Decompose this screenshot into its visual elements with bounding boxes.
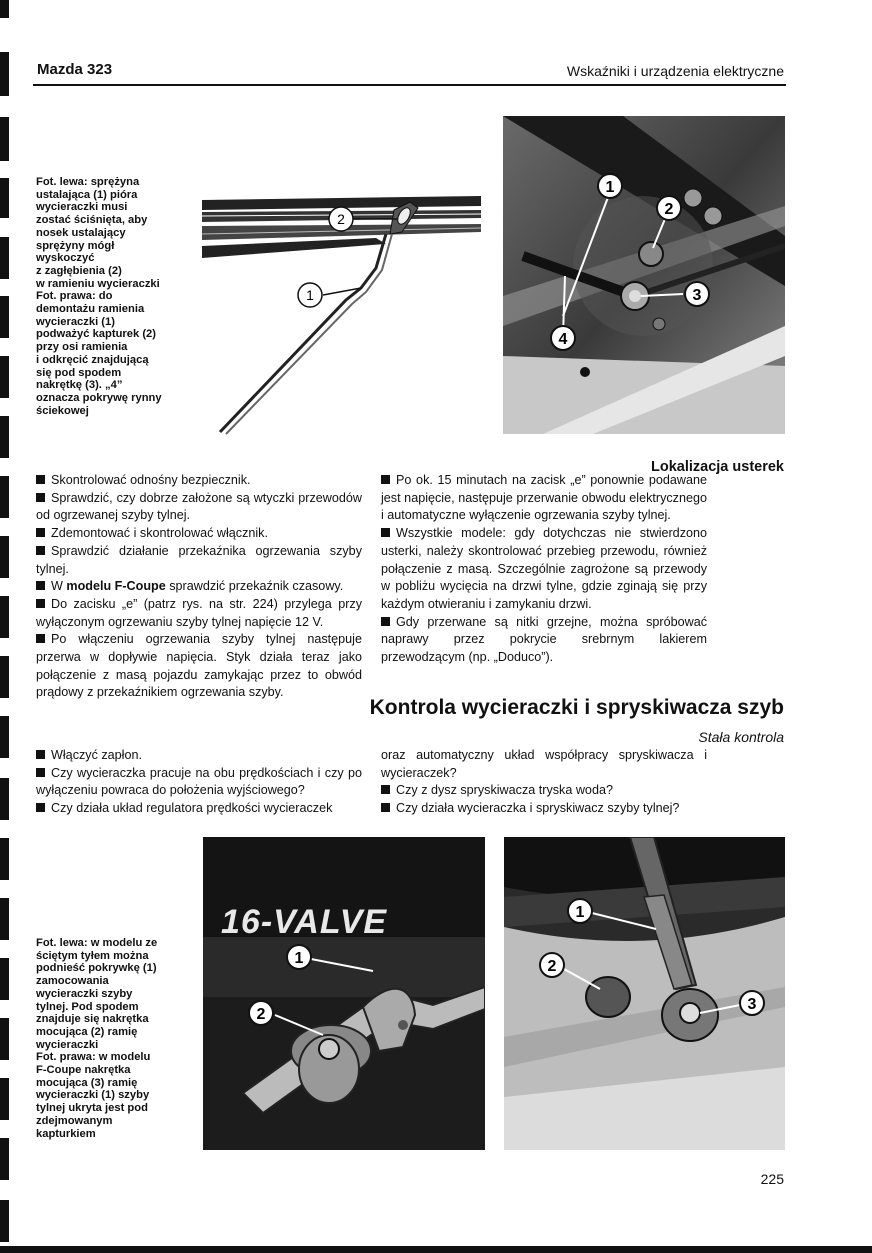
rear-wiper-cover-photo — [203, 837, 485, 1150]
paragraph-text: Gdy przerwane są nitki grzejne, można spróbować naprawy przez pokrycie srebrnym lakierem przewodzącym (np. „Doduco”). — [381, 614, 707, 665]
page-number: 225 — [760, 1171, 784, 1187]
caption-line: Fot. prawa: do — [36, 290, 113, 303]
paragraph-text: Sprawdzić działanie przekaźnika ogrzewania szyby tylnej. — [36, 543, 362, 576]
rear-wiper-nut-photo — [504, 837, 785, 1150]
paragraph — [381, 747, 707, 782]
section-heading-wiper-check: Kontrola wycieraczki i spryskiwacza szyb — [369, 696, 784, 719]
section-subheading: Stała kontrola — [698, 729, 784, 745]
bullet-icon — [36, 768, 45, 777]
caption-line: demontażu ramienia — [36, 303, 145, 316]
running-header-title: Mazda 323 — [37, 61, 113, 78]
binder-mark — [0, 178, 9, 218]
caption-line: zdejmowanym — [36, 1114, 113, 1127]
binder-mark — [0, 416, 9, 458]
paragraph-text: Sprawdzić, czy dobrze założone są wtyczki przewodów od ogrzewanej szyby tylnej. — [36, 490, 362, 523]
left-column-text-2 — [36, 747, 362, 818]
emphasis-model: modelu F-Coupe — [66, 579, 166, 594]
callout-2 — [657, 196, 681, 220]
bullet-icon — [36, 581, 45, 590]
binder-mark — [0, 898, 9, 940]
binder-mark — [0, 838, 9, 880]
callout-1 — [287, 945, 311, 969]
caption-line: i odkręcić znajdującą — [36, 353, 149, 366]
caption-line: Fot. lewa: w modelu ze — [36, 937, 158, 949]
binder-mark — [0, 1078, 9, 1120]
paragraph-text: Czy z dysz spryskiwacza tryska woda? — [396, 783, 613, 798]
callout-label: 2 — [547, 958, 557, 975]
binder-mark — [0, 778, 9, 820]
caption-line: oznacza pokrywę rynny — [36, 391, 162, 404]
caption-line: wycieraczki (1) — [36, 315, 115, 328]
paragraph — [381, 782, 707, 800]
section-heading-fault-finding: Lokalizacja usterek — [651, 459, 784, 475]
binder-mark — [0, 1018, 9, 1060]
bullet-icon — [381, 803, 390, 812]
paragraph-text: Po ok. 15 minutach na zacisk „e” ponownie podawane jest napięcie, następuje przerwanie obwodu elektrycznego i automatyczne wyłączenie ogrzewania szyby tylnej. — [381, 473, 707, 523]
left-column-text — [36, 472, 362, 702]
callout-label: 1 — [575, 904, 585, 921]
paragraph-text: Po włączeniu ogrzewania szyby tylnej następuje przerwa w dopływie napięcia. Styk działa teraz jako połączenie z masą pojazdu zamykając przez to obwód prądowy z przekaźnikiem ogrzewania szyby. — [36, 632, 362, 700]
paragraph — [36, 596, 362, 631]
binder-mark — [0, 536, 9, 578]
wiper-pivot-photo — [503, 116, 785, 434]
binder-mark — [0, 117, 9, 161]
paragraph — [381, 800, 707, 818]
caption-line: F-Coupe nakrętka — [36, 1064, 131, 1077]
callout-label: 1 — [306, 287, 314, 303]
caption-line: tylnej. Pod spodem — [36, 1000, 139, 1013]
caption-line: wycieraczki — [36, 1038, 99, 1051]
caption-line: wyskoczyć — [36, 252, 95, 265]
caption-line: sprężyny mógł — [36, 239, 115, 252]
callout-2 — [329, 207, 353, 231]
paragraph-text: sprawdzić przekaźnik czasowy. — [165, 579, 344, 594]
caption-line: znajduje się nakrętka — [36, 1013, 149, 1026]
paragraph — [381, 472, 707, 525]
paragraph-text: Włączyć zapłon. — [51, 748, 142, 762]
binder-mark — [0, 52, 9, 96]
paragraph-text: Czy działa wycieraczka i spryskiwacz szyby tylnej? — [396, 801, 680, 816]
callout-3 — [685, 282, 709, 306]
callout-1 — [298, 283, 322, 307]
caption-line: tylnej ukryta jest pod — [36, 1102, 148, 1115]
caption-line: wycieraczki (1) szyby — [36, 1089, 150, 1102]
binder-mark — [0, 237, 9, 279]
caption-line: zamocowania — [36, 975, 109, 988]
paragraph — [36, 578, 362, 596]
wiper-blade-figure — [196, 188, 486, 438]
callout-label: 1 — [294, 950, 304, 967]
photo-caption-bottom — [36, 937, 157, 1140]
callout-label: 3 — [747, 996, 757, 1013]
bullet-icon — [381, 528, 390, 537]
caption-line: przy osi ramienia — [36, 341, 128, 354]
callout-label: 4 — [558, 331, 568, 348]
paragraph-text: Do zacisku „e” (patrz rys. na str. 224) przylega przy wyłączonym ogrzewaniu szyby tylnej napięcie 12 V. — [36, 596, 362, 629]
svg-text:16-VALVE: 16-VALVE — [221, 903, 388, 941]
running-header-chapter: Wskaźniki i urządzenia elektryczne — [566, 63, 784, 79]
caption-line: wycieraczki musi — [36, 201, 128, 214]
bullet-icon — [36, 528, 45, 537]
right-column-text-2 — [381, 747, 707, 818]
callout-3 — [740, 991, 764, 1015]
binder-mark — [0, 1200, 9, 1242]
caption-line: w ramieniu wycieraczki — [36, 277, 160, 290]
paragraph — [381, 525, 707, 614]
caption-line: ściętym tyłem można — [36, 949, 149, 962]
bullet-icon — [36, 493, 45, 502]
bullet-icon — [381, 617, 390, 626]
right-column-text — [381, 472, 707, 667]
bullet-icon — [36, 634, 45, 643]
binder-mark — [0, 596, 9, 638]
paragraph-text: Wszystkie modele: gdy dotychczas nie stwierdzono usterki, należy skontrolować przebieg przewodu, również połączenie z masą. Szczególnie zagrożone są przewody w pobliżu wycięcia na drzwi tylne, gdzie zginają się przy każdym otwieraniu i zamykaniu drzwi. — [381, 526, 707, 611]
paragraph-text: Skontrolować odnośny bezpiecznik. — [51, 473, 251, 487]
paragraph — [36, 765, 362, 800]
paragraph — [36, 631, 362, 702]
header-divider — [33, 84, 786, 86]
caption-line: ściekowej — [36, 404, 89, 417]
paragraph-text: W — [51, 579, 67, 594]
bullet-icon — [36, 803, 45, 812]
callout-1 — [598, 174, 622, 198]
paragraph — [36, 472, 362, 490]
binder-mark — [0, 476, 9, 518]
callout-label: 2 — [256, 1006, 266, 1023]
callout-label: 3 — [692, 287, 702, 304]
caption-line: Fot. prawa: w modelu — [36, 1051, 151, 1064]
binder-mark — [0, 0, 9, 18]
caption-line: podważyć kapturek (2) — [36, 328, 156, 341]
bottom-edge — [0, 1246, 872, 1253]
caption-line: się pod spodem — [36, 366, 122, 379]
paragraph-text: Zdemontować i skontrolować włącznik. — [51, 526, 268, 541]
bullet-icon — [36, 599, 45, 608]
caption-line: zostać ściśnięta, aby — [36, 214, 148, 227]
caption-line: wycieraczki szyby — [36, 987, 133, 1000]
callout-2 — [540, 953, 564, 977]
paragraph-text: Czy wycieraczka pracuje na obu prędkościach i czy po wyłączeniu powraca do położenia wyjściowego? — [36, 765, 362, 798]
bullet-icon — [36, 750, 45, 759]
callout-4 — [551, 326, 575, 350]
paragraph-text: oraz automatyczny układ współpracy spryskiwacza i wycieraczek? — [381, 748, 707, 780]
caption-line: podnieść pokrywkę (1) — [36, 962, 157, 975]
caption-line: nakrętkę (3). „4” — [36, 379, 123, 392]
bullet-icon — [36, 475, 45, 484]
paragraph-text: Czy działa układ regulatora prędkości wycieraczek — [51, 801, 333, 816]
caption-line: mocująca (2) ramię — [36, 1025, 138, 1038]
bullet-icon — [36, 546, 45, 555]
caption-line: z zagłębienia (2) — [36, 264, 122, 277]
binder-mark — [0, 296, 9, 338]
callout-2 — [249, 1001, 273, 1025]
binder-mark — [0, 958, 9, 1000]
callout-label: 1 — [605, 179, 615, 196]
paragraph — [36, 747, 362, 765]
bullet-icon — [381, 785, 390, 794]
paragraph — [36, 543, 362, 578]
paragraph — [36, 490, 362, 525]
binder-mark — [0, 356, 9, 398]
caption-line: ustalająca (1) pióra — [36, 188, 138, 201]
binder-mark — [0, 1138, 9, 1180]
paragraph — [36, 525, 362, 543]
paragraph — [381, 614, 707, 667]
caption-line: kapturkiem — [36, 1127, 96, 1140]
caption-line: Fot. lewa: sprężyna — [36, 176, 140, 188]
paragraph — [36, 800, 362, 818]
badge-16-valve — [221, 903, 387, 941]
callout-label: 2 — [664, 201, 674, 218]
callout-label: 2 — [337, 211, 345, 227]
caption-line: nosek ustalający — [36, 226, 126, 239]
callout-1 — [568, 899, 592, 923]
bullet-icon — [381, 475, 390, 484]
caption-line: mocująca (3) ramię — [36, 1076, 138, 1089]
binder-mark — [0, 656, 9, 698]
photo-caption-top — [36, 176, 162, 417]
binder-mark — [0, 716, 9, 758]
